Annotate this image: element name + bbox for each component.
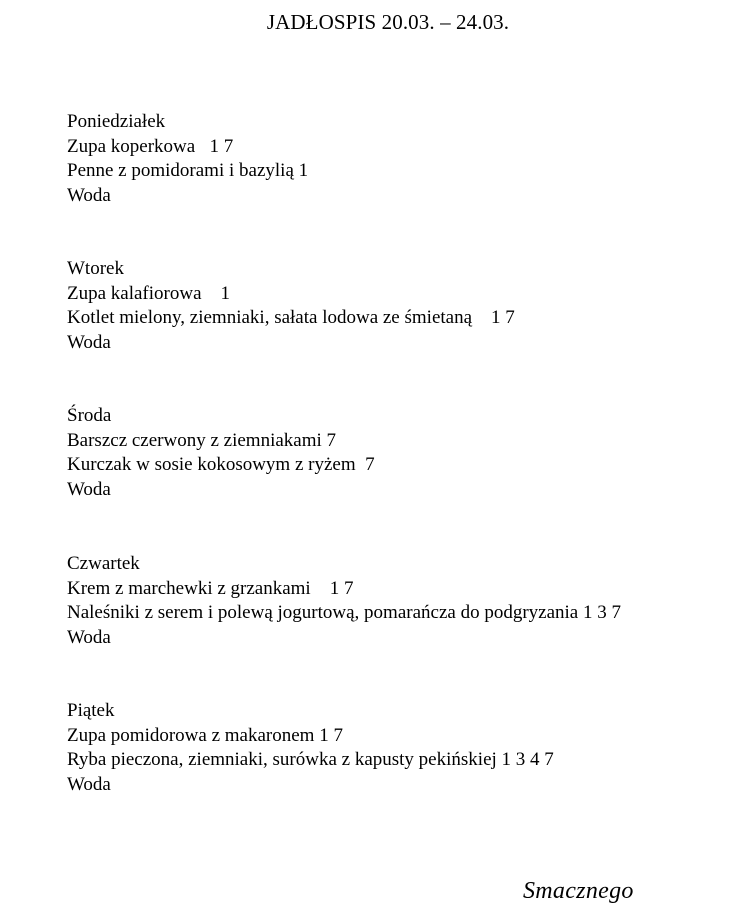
day-section-monday (67, 110, 727, 208)
main-course-item: Kurczak w sosie kokosowym z ryżem 7 (67, 454, 375, 475)
day-section-tuesday (67, 257, 727, 355)
day-name: Poniedziałek (67, 111, 166, 132)
day-section-friday (67, 699, 727, 797)
day-name: Piątek (67, 700, 115, 721)
day-section-thursday (67, 552, 727, 650)
soup-item: Zupa kalafiorowa 1 (67, 282, 231, 304)
main-course-item: Ryba pieczona, ziemniaki, surówka z kapusty pekińskiej 1 3 4 7 (67, 749, 554, 770)
menu-title: JADŁOSPIS 20.03. – 24.03. (266, 10, 510, 34)
drink-item: Woda (67, 331, 111, 353)
drink-item: Woda (67, 184, 111, 206)
drink-item: Woda (67, 773, 111, 795)
day-section-wednesday (67, 404, 727, 502)
main-course-item: Penne z pomidorami i bazylią 1 (67, 160, 309, 181)
soup-item: Barszcz czerwony z ziemniakami 7 (67, 429, 337, 451)
main-course-item: Naleśniki z serem i polewą jogurtową, pomarańcza do podgryzania 1 3 7 (67, 602, 621, 623)
main-course-item: Kotlet mielony, ziemniaki, sałata lodowa ze śmietaną 1 7 (67, 307, 515, 328)
drink-item: Woda (67, 478, 111, 500)
day-name: Czwartek (67, 553, 140, 574)
day-name: Wtorek (67, 258, 124, 279)
closing-text: Smacznego (523, 878, 634, 904)
soup-item: Zupa pomidorowa z makaronem 1 7 (67, 724, 343, 746)
day-name: Środa (67, 405, 112, 426)
soup-item: Krem z marchewki z grzankami 1 7 (67, 577, 354, 599)
soup-item: Zupa koperkowa 1 7 (67, 135, 234, 157)
drink-item: Woda (67, 626, 111, 648)
